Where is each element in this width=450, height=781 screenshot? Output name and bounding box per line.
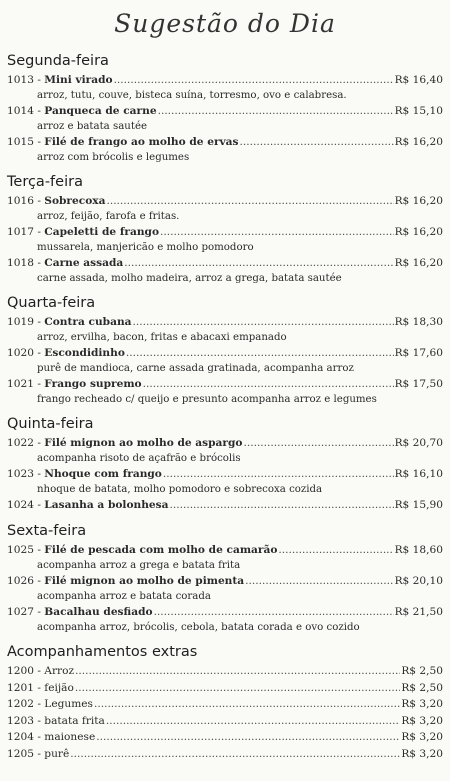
section-title: Segunda-feira xyxy=(7,53,109,69)
item-name: Capeletti de frango xyxy=(44,226,160,238)
item-price: R$ 17,60 xyxy=(394,347,443,359)
leader-dots xyxy=(126,345,394,362)
item-name: maionese xyxy=(44,731,96,743)
section-title: Acompanhamentos extras xyxy=(7,644,198,660)
item-price: R$ 18,60 xyxy=(394,544,443,556)
item-code: 1022 xyxy=(7,437,34,449)
item-description: arroz e batata sautée xyxy=(37,121,148,132)
item-description: purê de mandioca, carne assada gratinada, acompanha arroz xyxy=(37,363,354,374)
item-name: Nhoque com frango xyxy=(44,468,162,480)
item-name: Frango supremo xyxy=(44,378,142,390)
item-price: R$ 16,20 xyxy=(394,226,443,238)
item-code: 1021 xyxy=(7,378,34,390)
item-code: 1023 xyxy=(7,468,34,480)
item-name: Arroz xyxy=(44,665,75,677)
menu-item: 1014 - Panqueca de carne ..... R$ 15,10 arroz e batata sautée xyxy=(7,103,443,134)
item-price: R$ 17,50 xyxy=(394,378,443,390)
item-name: Contra cubana xyxy=(44,316,132,328)
item-price: R$ 3,20 xyxy=(401,698,443,710)
item-price: R$ 20,10 xyxy=(394,575,443,587)
item-description: acompanha arroz, brócolis, cebola, batata corada e ovo cozido xyxy=(37,622,360,633)
menu-item: 1016 - Sobrecoxa ..... R$ 16,20 arroz, feijão, farofa e fritas. xyxy=(7,193,443,224)
item-code: 1015 xyxy=(7,136,34,148)
item-description: arroz, feijão, farofa e fritas. xyxy=(37,211,180,222)
leader-dots xyxy=(75,680,400,697)
item-name: Sobrecoxa xyxy=(44,195,106,207)
section-segunda xyxy=(7,50,443,165)
leader-dots xyxy=(154,604,394,621)
item-price: R$ 18,30 xyxy=(394,316,443,328)
item-description: nhoque de batata, molho pomodoro e sobrecoxa cozida xyxy=(37,484,323,495)
item-code: 1205 xyxy=(7,747,34,760)
item-name: Legumes xyxy=(44,698,93,710)
leader-dots xyxy=(169,497,393,514)
leader-dots xyxy=(94,696,400,713)
leader-dots xyxy=(160,224,394,241)
item-description: arroz com brócolis e legumes xyxy=(37,152,190,163)
item-price: R$ 2,50 xyxy=(401,665,443,677)
menu-item: 1013 - Mini virado ..... R$ 16,40 arroz, tutu, couve, bisteca suína, torresmo, ovo e calabresa. xyxy=(7,72,443,103)
leader-dots xyxy=(245,573,393,590)
item-price: R$ 3,20 xyxy=(401,747,443,760)
menu-item: 1204 - maionese ..... R$ 3,20 xyxy=(7,729,443,746)
menu-item: 1022 - Filé mignon ao molho de aspargo ..... R$ 20,70 acompanha risoto de açafrão e brócolis xyxy=(7,435,443,466)
item-name: batata frita xyxy=(44,714,105,727)
item-name: Mini virado xyxy=(44,74,113,86)
menu-item: 1018 - Carne assada ..... R$ 16,20 carne assada, molho madeira, arroz a grega, batata sautée xyxy=(7,255,443,286)
item-name: feijão xyxy=(44,681,74,694)
item-price: R$ 2,50 xyxy=(401,681,443,694)
menu-item: 1023 - Nhoque com frango ..... R$ 16,10 nhoque de batata, molho pomodoro e sobrecoxa cozida xyxy=(7,466,443,497)
item-name: purê xyxy=(44,747,70,760)
item-code: 1201 xyxy=(7,681,34,694)
leader-dots xyxy=(240,134,394,151)
item-code: 1200 xyxy=(7,665,34,677)
menu-item: 1202 - Legumes ..... R$ 3,20 xyxy=(7,696,443,713)
item-code: 1204 xyxy=(7,731,34,743)
item-name: Filé de pescada com molho de camarão xyxy=(44,544,278,556)
leader-dots xyxy=(143,376,394,393)
menu-item: 1026 - Filé mignon ao molho de pimenta ..... R$ 20,10 acompanha arroz e batata corada xyxy=(7,573,443,604)
item-description: arroz, ervilha, bacon, fritas e abacaxi empanado xyxy=(37,332,287,343)
item-price: R$ 3,20 xyxy=(401,731,443,743)
item-price: R$ 16,20 xyxy=(394,257,443,269)
item-price: R$ 16,20 xyxy=(394,136,443,148)
item-code: 1013 xyxy=(7,74,34,86)
menu-item: 1024 - Lasanha a bolonhesa ..... R$ 15,90 xyxy=(7,497,443,514)
item-price: R$ 16,20 xyxy=(394,195,443,207)
leader-dots xyxy=(75,663,400,680)
item-description: acompanha risoto de açafrão e brócolis xyxy=(37,453,241,464)
menu-item: 1203 - batata frita ..... R$ 3,20 xyxy=(7,713,443,730)
section-title: Sexta-feira xyxy=(7,523,87,539)
item-name: Filé mignon ao molho de pimenta xyxy=(44,575,245,587)
menu-item: 1015 - Filé de frango ao molho de ervas ..... R$ 16,20 arroz com brócolis e legumes xyxy=(7,134,443,165)
item-code: 1020 xyxy=(7,347,34,359)
item-code: 1202 xyxy=(7,698,34,710)
item-name: Escondidinho xyxy=(44,347,125,359)
item-code: 1014 xyxy=(7,105,34,117)
item-code: 1027 xyxy=(7,606,34,618)
item-code: 1018 xyxy=(7,257,34,269)
item-code: 1024 xyxy=(7,499,34,511)
item-description: acompanha arroz e batata corada xyxy=(37,591,211,602)
item-name: Panqueca de carne xyxy=(44,105,157,117)
item-code: 1203 xyxy=(7,714,34,727)
menu-item: 1021 - Frango supremo ..... R$ 17,50 frango recheado c/ queijo e presunto acompanha arroz e legumes xyxy=(7,376,443,407)
item-price: R$ 3,20 xyxy=(401,714,443,727)
item-price: R$ 16,10 xyxy=(394,468,443,480)
section-quinta xyxy=(7,413,443,514)
item-name: Lasanha a bolonhesa xyxy=(44,499,169,511)
leader-dots xyxy=(106,193,393,210)
item-description: frango recheado c/ queijo e presunto acompanha arroz e legumes xyxy=(37,394,377,405)
leader-dots xyxy=(163,466,394,483)
leader-dots xyxy=(158,103,394,120)
item-description: arroz, tutu, couve, bisteca suína, torresmo, ovo e calabresa. xyxy=(37,90,347,101)
item-description: carne assada, molho madeira, arroz a grega, batata sautée xyxy=(37,273,342,284)
menu-item: 1025 - Filé de pescada com molho de camarão ..... R$ 18,60 acompanha arroz a grega e batata frita xyxy=(7,542,443,573)
item-price: R$ 20,70 xyxy=(394,437,443,449)
menu-item: 1200 - Arroz ..... R$ 2,50 xyxy=(7,663,443,680)
menu-item: 1020 - Escondidinho ..... R$ 17,60 purê de mandioca, carne assada gratinada, acompanha arroz xyxy=(7,345,443,376)
item-price: R$ 21,50 xyxy=(394,606,443,618)
menu-item: 1019 - Contra cubana ..... R$ 18,30 arroz, ervilha, bacon, fritas e abacaxi empanado xyxy=(7,314,443,345)
section-title: Quinta-feira xyxy=(7,416,94,432)
item-price: R$ 15,90 xyxy=(394,499,443,511)
leader-dots xyxy=(133,314,394,331)
item-description: acompanha arroz a grega e batata frita xyxy=(37,560,241,571)
section-title: Terça-feira xyxy=(7,174,83,190)
leader-dots xyxy=(278,542,393,559)
section-terca xyxy=(7,171,443,286)
section-extras xyxy=(7,641,443,762)
item-code: 1025 xyxy=(7,544,34,556)
leader-dots xyxy=(124,255,393,272)
section-quarta xyxy=(7,292,443,407)
item-code: 1026 xyxy=(7,575,34,587)
item-name: Bacalhau desfiado xyxy=(44,606,153,618)
leader-dots xyxy=(96,729,400,746)
section-title: Quarta-feira xyxy=(7,295,96,311)
item-code: 1016 xyxy=(7,195,34,207)
leader-dots xyxy=(114,72,394,89)
item-code: 1019 xyxy=(7,316,34,328)
item-code: 1017 xyxy=(7,226,34,238)
item-name: Filé mignon ao molho de aspargo xyxy=(44,437,243,449)
item-price: R$ 16,40 xyxy=(394,74,443,86)
menu-item: 1201 - feijão ..... R$ 2,50 xyxy=(7,680,443,697)
item-name: Filé de frango ao molho de ervas xyxy=(44,136,239,148)
menu-item: 1205 - purê ..... R$ 3,20 xyxy=(7,746,443,763)
page-title: Sugestão do Dia xyxy=(114,9,336,38)
menu-item: 1027 - Bacalhau desfiado ..... R$ 21,50 acompanha arroz, brócolis, cebola, batata corada e ovo cozido xyxy=(7,604,443,635)
item-price: R$ 15,10 xyxy=(394,105,443,117)
leader-dots xyxy=(106,713,400,730)
leader-dots xyxy=(70,746,400,763)
item-name: Carne assada xyxy=(44,257,124,269)
menu-item: 1017 - Capeletti de frango ..... R$ 16,20 mussarela, manjericão e molho pomodoro xyxy=(7,224,443,255)
section-sexta xyxy=(7,520,443,635)
item-description: mussarela, manjericão e molho pomodoro xyxy=(37,242,254,253)
leader-dots xyxy=(243,435,393,452)
